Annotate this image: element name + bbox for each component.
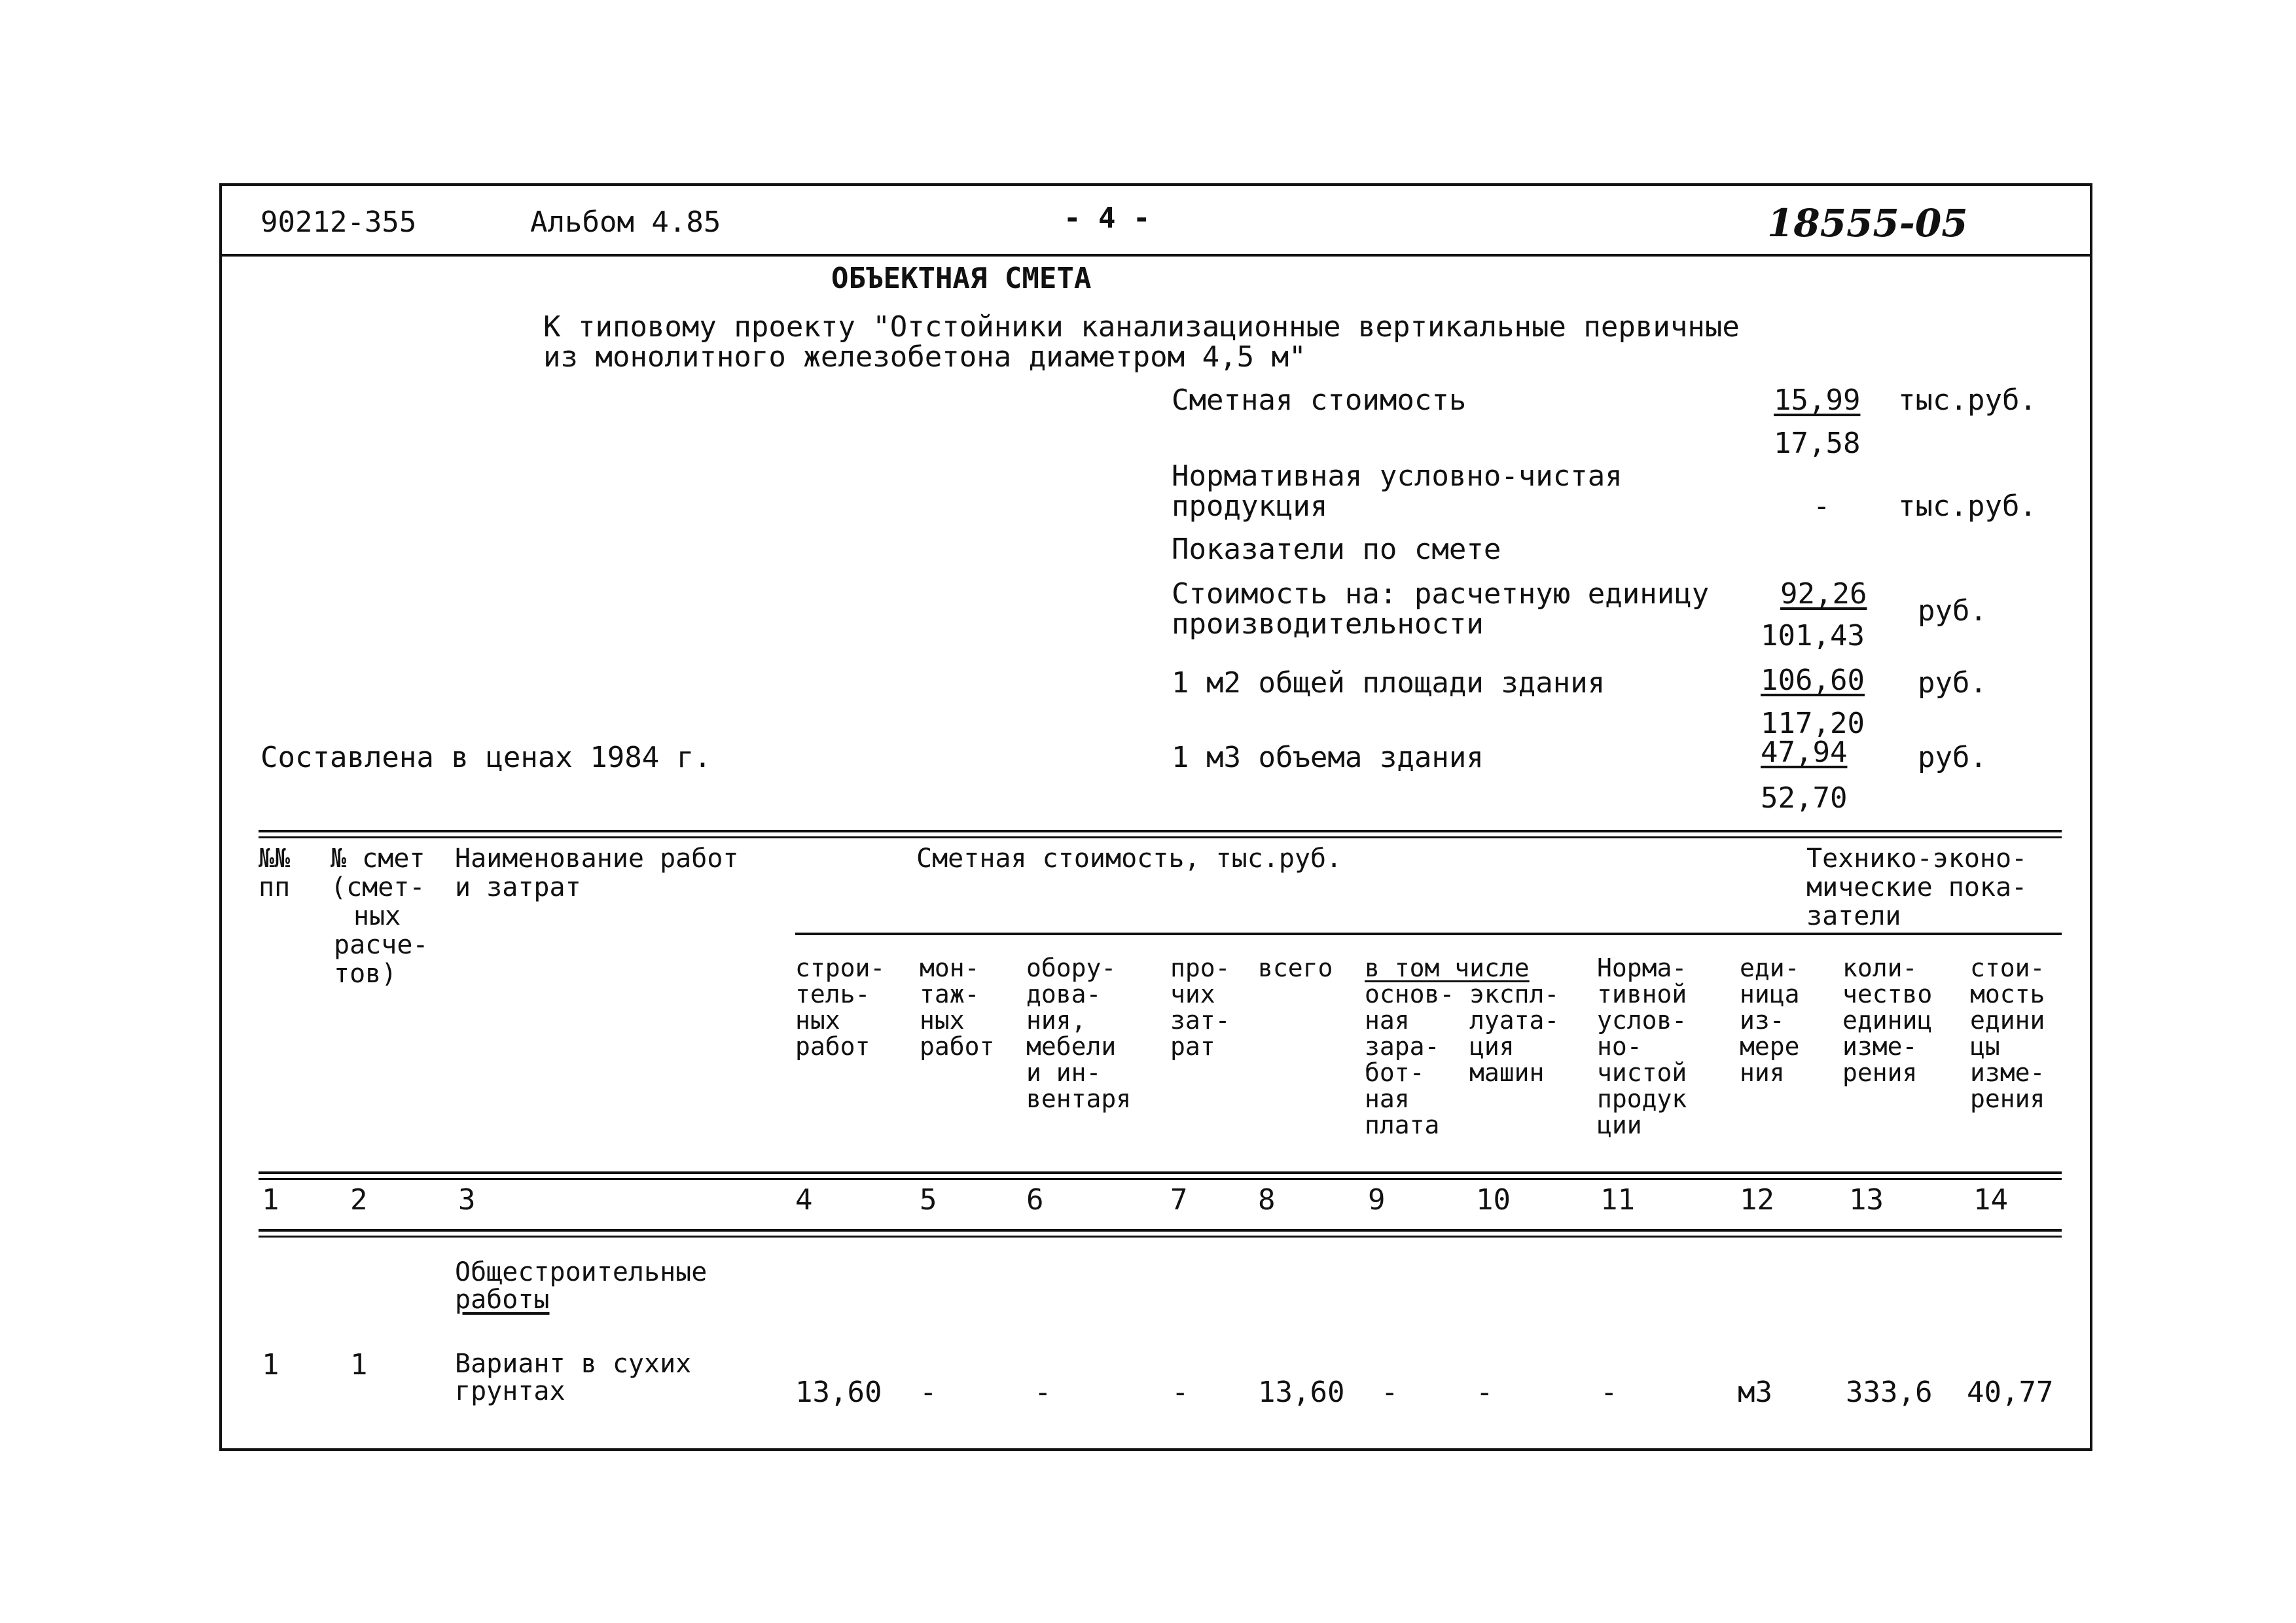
header-estimate-line-5: тов) (334, 959, 397, 989)
subtitle-line-1: К типовому проекту "Отстойники канализационные вертикальные первичные (543, 310, 1740, 344)
cost-value-top: 15,99 (1774, 383, 1861, 417)
header-salary-2: ная (1365, 1006, 1410, 1035)
cost-unit: тыс.руб. (1898, 383, 2037, 417)
row-norm: - (1600, 1376, 1618, 1409)
row-num: 1 (262, 1348, 279, 1382)
row-total: 13,60 (1258, 1376, 1345, 1409)
header-other-3: зат- (1170, 1006, 1230, 1035)
header-norm-7: ции (1597, 1111, 1642, 1139)
per-m3-value-bottom: 52,70 (1761, 781, 1848, 815)
row-unit: м3 (1738, 1376, 1772, 1409)
header-construction-4: работ (795, 1032, 870, 1061)
row-equipment: - (1034, 1376, 1052, 1409)
header-equipment-3: ния, (1026, 1006, 1086, 1035)
album-label: Альбом 4.85 (530, 205, 721, 239)
col-number: 6 (1026, 1183, 1044, 1217)
per-m3-unit: руб. (1918, 741, 1987, 774)
numbers-rule-top (259, 1171, 2062, 1174)
handwritten-number: 18555-05 (1767, 201, 1968, 245)
header-unit-cost-6: рения (1970, 1084, 2045, 1113)
header-salary-3: зара- (1365, 1032, 1440, 1061)
per-unit-unit: руб. (1918, 594, 1987, 628)
header-estimate-line-2: (смет- (331, 872, 425, 902)
header-installation-4: работ (920, 1032, 995, 1061)
col-number: 1 (262, 1183, 279, 1217)
header-qty-5: рения (1842, 1058, 1918, 1087)
header-equipment-2: дова- (1026, 980, 1102, 1008)
norm-unit: тыс.руб. (1898, 490, 2037, 523)
header-total: всего (1258, 954, 1333, 982)
cost-group-rule (795, 933, 2062, 935)
header-estimate-line-4: расче- (334, 930, 429, 960)
norm-label-1: Нормативная условно-чистая (1172, 459, 1623, 493)
header-norm-4: но- (1597, 1032, 1642, 1061)
header-unit-cost-4: цы (1970, 1032, 2000, 1061)
header-other-2: чих (1170, 980, 1215, 1008)
col-number: 5 (920, 1183, 937, 1217)
subtitle-line-2: из монолитного железобетона диаметром 4,5 м" (543, 340, 1306, 374)
header-construction-3: ных (795, 1006, 840, 1035)
header-salary-5: ная (1365, 1084, 1410, 1113)
col-number: 12 (1740, 1183, 1774, 1217)
header-num-line-2: пп (259, 872, 291, 902)
row-machines: - (1476, 1376, 1494, 1409)
header-machines-1: экспл- (1469, 980, 1560, 1008)
header-machines-2: луата- (1469, 1006, 1560, 1035)
header-installation-1: мон- (920, 954, 980, 982)
header-name-line-2: и затрат (455, 872, 581, 902)
header-norm-5: чистой (1597, 1058, 1687, 1087)
section-title-line-1: Общестроительные (455, 1257, 708, 1287)
header-equipment-5: и ин- (1026, 1058, 1102, 1087)
header-qty-3: единиц (1842, 1006, 1933, 1035)
header-salary-4: бот- (1365, 1058, 1425, 1087)
header-tech-line-3: затели (1806, 901, 1901, 931)
header-installation-3: ных (920, 1006, 965, 1035)
row-installation: - (920, 1376, 937, 1409)
col-number: 10 (1476, 1183, 1511, 1217)
col-number: 14 (1973, 1183, 2008, 1217)
table-top-rule-1 (259, 830, 2062, 832)
header-salary-6: плата (1365, 1111, 1440, 1139)
header-norm-3: услов- (1597, 1006, 1687, 1035)
header-norm-1: Норма- (1597, 954, 1687, 982)
header-tech-line-1: Технико-эконо- (1806, 844, 2028, 874)
header-unit-cost-2: мость (1970, 980, 2045, 1008)
norm-label-2: продукция (1172, 490, 1328, 523)
header-unit-2: ница (1740, 980, 1800, 1008)
header-norm-6: продук (1597, 1084, 1687, 1113)
header-tech-line-2: мические пока- (1806, 872, 2028, 902)
row-name-line-1: Вариант в сухих (455, 1349, 692, 1379)
header-installation-2: таж- (920, 980, 980, 1008)
col-number: 8 (1258, 1183, 1276, 1217)
header-unit-4: мере (1740, 1032, 1800, 1061)
header-unit-cost-1: стои- (1970, 954, 2045, 982)
col-number: 7 (1170, 1183, 1188, 1217)
per-m2-label: 1 м2 общей площади здания (1172, 666, 1605, 700)
header-machines-3: ция (1469, 1032, 1515, 1061)
col-number: 11 (1600, 1183, 1635, 1217)
header-unit-5: ния (1740, 1058, 1785, 1087)
row-construction: 13,60 (795, 1376, 882, 1409)
cost-value-bottom: 17,58 (1774, 427, 1861, 460)
header-name-line-1: Наименование работ (455, 844, 739, 874)
header-incl: в том числе (1365, 954, 1530, 982)
header-construction-1: строи- (795, 954, 886, 982)
per-m2-value-top: 106,60 (1761, 664, 1865, 697)
row-other: - (1172, 1376, 1189, 1409)
header-unit-1: еди- (1740, 954, 1800, 982)
header-unit-3: из- (1740, 1006, 1785, 1035)
col-number: 13 (1849, 1183, 1884, 1217)
header-unit-cost-3: едини (1970, 1006, 2045, 1035)
col-number: 3 (458, 1183, 476, 1217)
page-number: - 4 - (1064, 202, 1151, 235)
col-number: 2 (350, 1183, 368, 1217)
per-m2-value-bottom: 117,20 (1761, 707, 1865, 740)
header-norm-2: тивной (1597, 980, 1687, 1008)
numbers-rule-bottom-2 (259, 1236, 2062, 1238)
header-estimate-line-1: № смет (331, 844, 425, 874)
row-unit-cost: 40,77 (1967, 1376, 2054, 1409)
header-construction-2: тель- (795, 980, 870, 1008)
cost-label: Сметная стоимость (1172, 383, 1467, 417)
header-estimate-line-3: ных (353, 901, 401, 931)
header-equipment-6: вентаря (1026, 1084, 1132, 1113)
row-name-line-2: грунтах (455, 1376, 565, 1406)
col-number: 4 (795, 1183, 813, 1217)
document-title: ОБЪЕКТНАЯ СМЕТА (831, 262, 1092, 295)
row-qty: 333,6 (1846, 1376, 1933, 1409)
header-equipment-4: мебели (1026, 1032, 1117, 1061)
header-qty-2: чество (1842, 980, 1933, 1008)
header-other-1: про- (1170, 954, 1230, 982)
header-divider (222, 254, 2091, 257)
table-top-rule-2 (259, 836, 2062, 838)
per-m3-value-top: 47,94 (1761, 736, 1848, 769)
col-number: 9 (1368, 1183, 1386, 1217)
header-salary-1: основ- (1365, 980, 1455, 1008)
per-unit-label-2: производительности (1172, 607, 1484, 641)
per-m3-label: 1 м3 объема здания (1172, 741, 1484, 774)
norm-value: - (1813, 490, 1831, 523)
header-qty-4: изме- (1842, 1032, 1918, 1061)
header-other-4: рат (1170, 1032, 1215, 1061)
numbers-rule-top-2 (259, 1178, 2062, 1180)
header-num-line-1: №№ (259, 844, 291, 874)
header-equipment-1: обору- (1026, 954, 1117, 982)
per-m2-unit: руб. (1918, 666, 1987, 700)
indicators-label: Показатели по смете (1172, 533, 1501, 566)
row-salary: - (1381, 1376, 1399, 1409)
header-cost-group: Сметная стоимость, тыс.руб. (916, 844, 1342, 874)
document-code: 90212-355 (260, 205, 417, 239)
header-machines-4: машин (1469, 1058, 1545, 1087)
section-title-line-2: работы (455, 1285, 550, 1315)
header-unit-cost-5: изме- (1970, 1058, 2045, 1087)
prices-note: Составлена в ценах 1984 г. (260, 741, 711, 774)
per-unit-value-bottom: 101,43 (1761, 619, 1865, 652)
header-qty-1: коли- (1842, 954, 1918, 982)
numbers-rule-bottom (259, 1229, 2062, 1232)
per-unit-label-1: Стоимость на: расчетную единицу (1172, 577, 1710, 611)
row-estimate: 1 (350, 1348, 368, 1382)
per-unit-value-top: 92,26 (1780, 577, 1867, 611)
